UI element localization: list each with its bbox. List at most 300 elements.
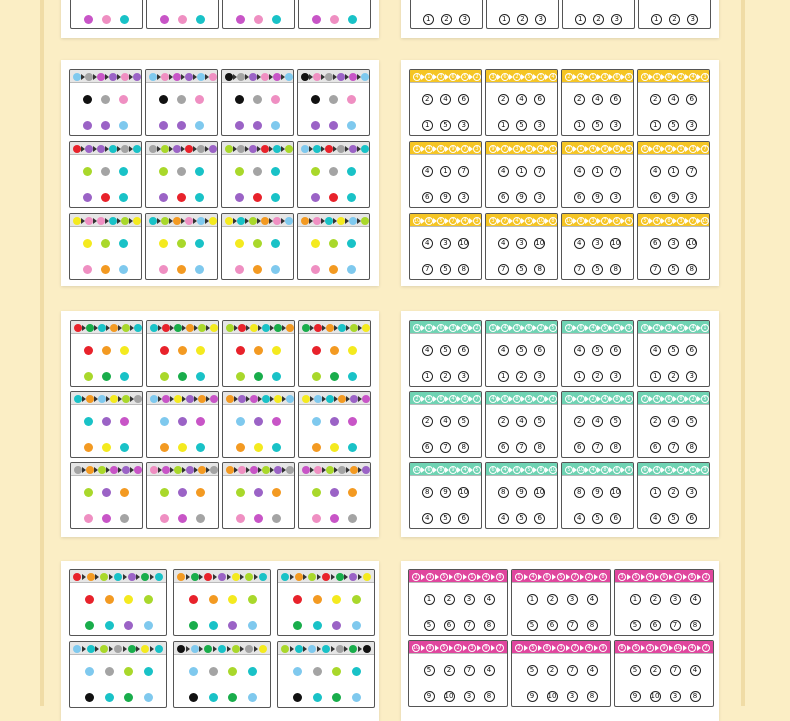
sequence-number: 1: [537, 73, 545, 81]
colour-dot: [332, 595, 341, 604]
number-card: [485, 320, 558, 387]
number-circle: 6: [686, 513, 697, 524]
sequence-strip: [413, 463, 478, 476]
sequence-header: [562, 463, 633, 476]
colour-dot: [228, 693, 237, 702]
arrow-right-icon: [627, 645, 631, 651]
colour-dot: [102, 346, 111, 355]
colour-dot: [253, 239, 262, 248]
number-circle: 9: [516, 487, 527, 498]
sequence-number: 1: [577, 145, 585, 153]
sequence-dot: [262, 466, 270, 474]
sequence-strip: [413, 321, 478, 334]
sequence-header: [223, 321, 294, 334]
number-circle: 3: [687, 14, 698, 25]
number-circle: 1: [650, 371, 661, 382]
sequence-header: [146, 70, 217, 83]
arrow-right-icon: [641, 574, 645, 580]
sequence-number: 4: [537, 145, 545, 153]
number-circle: 6: [458, 513, 469, 524]
colour-dot: [348, 417, 357, 426]
sequence-dot: [302, 395, 310, 403]
colour-dot: [83, 265, 92, 274]
sequence-number: 8: [688, 573, 696, 581]
sequence-strip: [515, 641, 607, 654]
arrow-right-icon: [290, 574, 294, 580]
sequence-strip: [177, 642, 267, 655]
number-circle: 4: [498, 345, 509, 356]
colour-card: [70, 391, 143, 458]
number-circle: 6: [422, 442, 433, 453]
colour-card: [69, 141, 142, 208]
sequence-number: 8: [665, 217, 673, 225]
arrow-right-icon: [136, 646, 140, 652]
sequence-dot: [186, 395, 194, 403]
sequence-number: 8: [426, 644, 434, 652]
sequence-number: 5: [677, 324, 685, 332]
colour-dot: [120, 15, 129, 24]
sequence-header: [298, 70, 369, 83]
number-circle: 6: [610, 513, 621, 524]
sequence-number: 6: [501, 73, 509, 81]
sequence-number: 5: [613, 217, 621, 225]
number-circle: 4: [574, 238, 585, 249]
number-circle: 2: [444, 594, 455, 605]
colour-dot: [189, 595, 198, 604]
sequence-dot: [150, 466, 158, 474]
colour-dot: [120, 514, 129, 523]
sequence-number: 1: [677, 145, 685, 153]
sequence-dot: [349, 573, 357, 581]
number-circle: 4: [587, 594, 598, 605]
colour-dot: [84, 417, 93, 426]
colour-dot: [196, 372, 205, 381]
arrow-right-icon: [240, 574, 244, 580]
colour-dot: [253, 95, 262, 104]
number-circle: 3: [610, 192, 621, 203]
sequence-strip: [73, 642, 163, 655]
number-circle: 1: [650, 487, 661, 498]
sequence-number: 2: [412, 573, 420, 581]
number-circle: 4: [484, 594, 495, 605]
sequence-dot: [326, 466, 334, 474]
colour-dot: [177, 193, 186, 202]
sequence-strip: [302, 321, 367, 334]
colour-dot: [271, 95, 280, 104]
number-circle: 3: [458, 120, 469, 131]
arrow-right-icon: [186, 574, 190, 580]
number-circle: 6: [498, 442, 509, 453]
sequence-strip: [73, 70, 138, 83]
colour-dot: [313, 667, 322, 676]
sequence-strip: [641, 321, 706, 334]
number-circle: 2: [498, 94, 509, 105]
colour-dot: [119, 95, 128, 104]
sequence-dot: [85, 217, 93, 225]
sequence-header: [409, 570, 507, 583]
colour-dot: [102, 417, 111, 426]
colour-dot: [120, 488, 129, 497]
number-circle: 4: [592, 416, 603, 427]
arrow-right-icon: [82, 646, 86, 652]
sequence-dot: [150, 395, 158, 403]
number-circle: 7: [440, 442, 451, 453]
sequence-header: [486, 70, 557, 83]
number-circle: 1: [440, 166, 451, 177]
colour-dot: [248, 595, 257, 604]
number-circle: 5: [440, 345, 451, 356]
number-circle: 4: [690, 594, 701, 605]
colour-dot: [159, 265, 168, 274]
sequence-number: 4: [529, 573, 537, 581]
colour-dot: [102, 443, 111, 452]
number-circle: 3: [534, 120, 545, 131]
sequence-number: 4: [589, 324, 597, 332]
sequence-number: 1: [468, 573, 476, 581]
sequence-number: 6: [437, 324, 445, 332]
arrow-right-icon: [697, 645, 701, 651]
colour-dot: [119, 167, 128, 176]
sequence-dot: [109, 73, 117, 81]
colour-dot: [348, 514, 357, 523]
sequence-number: 3: [449, 324, 457, 332]
number-circle: 3: [686, 120, 697, 131]
colour-dot: [196, 514, 205, 523]
sequence-dot: [210, 324, 218, 332]
sequence-number: 5: [557, 573, 565, 581]
colour-dot: [196, 443, 205, 452]
sequence-dot: [186, 466, 194, 474]
sequence-number: 4: [653, 217, 661, 225]
sequence-strip: [412, 570, 504, 583]
sequence-number: 7: [571, 644, 579, 652]
sequence-header: [486, 463, 557, 476]
number-circle: 1: [575, 14, 586, 25]
colour-dot: [347, 193, 356, 202]
sequence-number: 7: [501, 217, 509, 225]
colour-dot: [209, 621, 218, 630]
colour-dot: [84, 514, 93, 523]
sequence-header: [615, 641, 713, 654]
sequence-header: [638, 321, 709, 334]
colour-dot: [312, 488, 321, 497]
sequence-dot: [261, 217, 269, 225]
sequence-header: [562, 392, 633, 405]
sequence-number: 4: [577, 73, 585, 81]
sequence-dot: [121, 145, 129, 153]
colour-card: [69, 69, 142, 136]
colour-dot: [84, 488, 93, 497]
number-circle: 2: [498, 416, 509, 427]
colour-dot: [124, 693, 133, 702]
colour-dot: [248, 667, 257, 676]
sequence-dot: [286, 466, 294, 474]
sequence-dot: [302, 466, 310, 474]
number-card: [561, 320, 634, 387]
sequence-number: 7: [565, 145, 573, 153]
sequence-dot: [100, 645, 108, 653]
number-circle: 1: [574, 120, 585, 131]
sequence-dot: [285, 145, 293, 153]
colour-dot: [329, 239, 338, 248]
arrow-right-icon: [317, 574, 321, 580]
number-card: [485, 462, 558, 529]
number-circle: 2: [650, 416, 661, 427]
number-circle: 1: [630, 594, 641, 605]
sequence-dot: [122, 466, 130, 474]
colour-dot: [329, 193, 338, 202]
colour-dot: [120, 417, 129, 426]
colour-card: [298, 0, 371, 29]
colour-card: [70, 0, 143, 29]
number-card: [561, 462, 634, 529]
sequence-header: [410, 463, 481, 476]
number-circle: 6: [547, 620, 558, 631]
sequence-dot: [313, 73, 321, 81]
arrow-right-icon: [641, 645, 645, 651]
sequence-number: 2: [702, 573, 710, 581]
colour-dot: [254, 488, 263, 497]
number-card: [561, 391, 634, 458]
colour-dot: [253, 193, 262, 202]
number-circle: 2: [593, 14, 604, 25]
arrow-right-icon: [317, 646, 321, 652]
sequence-header: [638, 214, 709, 227]
sequence-dot: [314, 395, 322, 403]
number-circle: 8: [587, 691, 598, 702]
number-circle: 8: [610, 442, 621, 453]
sequence-header: [147, 321, 218, 334]
colour-dot: [311, 167, 320, 176]
colour-dot: [348, 488, 357, 497]
sequence-header: [146, 142, 217, 155]
number-circle: 6: [534, 345, 545, 356]
number-circle: 4: [516, 94, 527, 105]
arrow-right-icon: [331, 574, 335, 580]
sequence-strip: [74, 463, 139, 476]
number-circle: 9: [424, 691, 435, 702]
sequence-dot: [325, 73, 333, 81]
sequence-number: 2: [585, 573, 593, 581]
number-circle: 9: [440, 487, 451, 498]
sequence-strip: [565, 392, 630, 405]
colour-card: [297, 141, 370, 208]
colour-dot: [195, 95, 204, 104]
colour-dot: [189, 621, 198, 630]
sequence-number: 6: [641, 145, 649, 153]
number-circle: 4: [498, 238, 509, 249]
sequence-number: 4: [689, 73, 697, 81]
sequence-number: 5: [525, 395, 533, 403]
colour-dot: [348, 346, 357, 355]
colour-dot: [348, 15, 357, 24]
sequence-strip: [149, 214, 214, 227]
number-circle: 4: [690, 665, 701, 676]
colour-dot: [160, 417, 169, 426]
sequence-number: 2: [413, 395, 421, 403]
colour-dot: [248, 621, 257, 630]
number-circle: 6: [610, 94, 621, 105]
sequence-number: 3: [677, 217, 685, 225]
colour-dot: [329, 121, 338, 130]
sequence-number: 3: [489, 73, 497, 81]
arrow-right-icon: [199, 574, 203, 580]
sequence-dot: [73, 73, 81, 81]
number-circle: 1: [422, 371, 433, 382]
number-circle: 6: [610, 345, 621, 356]
sequence-number: 2: [689, 395, 697, 403]
colour-dot: [120, 372, 129, 381]
sequence-number: 2: [549, 395, 557, 403]
number-circle: 7: [650, 264, 661, 275]
number-circle: 4: [440, 94, 451, 105]
sequence-number: 4: [413, 324, 421, 332]
colour-card: [298, 391, 371, 458]
number-circle: 3: [464, 594, 475, 605]
colour-dot: [235, 239, 244, 248]
number-circle: 10: [459, 238, 469, 247]
number-card: [637, 462, 710, 529]
sequence-header: [146, 214, 217, 227]
sequence-header: [278, 570, 374, 583]
number-circle: 5: [440, 264, 451, 275]
number-circle: 2: [517, 14, 528, 25]
colour-card: [146, 0, 219, 29]
sequence-dot: [73, 217, 81, 225]
arrow-right-icon: [254, 646, 258, 652]
sequence-dot: [133, 73, 141, 81]
number-circle: 7: [567, 620, 578, 631]
sequence-number: 4: [653, 395, 661, 403]
sequence-strip: [489, 214, 554, 227]
colour-dot: [228, 621, 237, 630]
number-circle: 8: [422, 487, 433, 498]
sequence-number: 6: [641, 324, 649, 332]
sequence-dot: [161, 217, 169, 225]
sequence-dot: [161, 73, 169, 81]
sequence-header: [615, 570, 713, 583]
sequence-number: 5: [701, 395, 709, 403]
sequence-dot: [150, 324, 158, 332]
sequence-header: [410, 321, 481, 334]
colour-dot: [178, 488, 187, 497]
sequence-number: 9: [625, 466, 633, 474]
colour-dot: [196, 346, 205, 355]
sequence-strip: [413, 392, 478, 405]
colour-dot: [189, 693, 198, 702]
number-circle: 7: [516, 442, 527, 453]
colour-dot: [83, 193, 92, 202]
sequence-number: 6: [437, 145, 445, 153]
colour-card: [69, 641, 167, 708]
arrow-right-icon: [594, 574, 598, 580]
number-circle: 8: [458, 264, 469, 275]
sequence-dot: [225, 217, 233, 225]
number-card: [408, 569, 508, 636]
arrow-right-icon: [331, 646, 335, 652]
arrow-right-icon: [538, 574, 542, 580]
colour-card: [277, 641, 375, 708]
sequence-header: [222, 142, 293, 155]
sequence-dot: [337, 145, 345, 153]
colour-dot: [235, 121, 244, 130]
number-circle: 7: [567, 665, 578, 676]
sequence-dot: [349, 73, 357, 81]
colour-dot: [119, 193, 128, 202]
sequence-number: 3: [557, 644, 565, 652]
sequence-dot: [249, 217, 257, 225]
sequence-number: 9: [482, 644, 490, 652]
sequence-number: 4: [513, 217, 521, 225]
colour-dot: [271, 239, 280, 248]
sequence-dot: [362, 466, 370, 474]
sequence-number: 5: [641, 217, 649, 225]
colour-card: [145, 69, 218, 136]
colour-dot: [311, 193, 320, 202]
number-circle: 10: [611, 487, 621, 496]
arrow-right-icon: [566, 574, 570, 580]
number-circle: 1: [527, 594, 538, 605]
sequence-number: 6: [425, 466, 433, 474]
sequence-number: 1: [653, 73, 661, 81]
sequence-number: 8: [613, 395, 621, 403]
number-circle: 3: [610, 120, 621, 131]
number-circle: 10: [535, 487, 545, 496]
sequence-strip: [641, 142, 706, 155]
number-card: [409, 141, 482, 208]
sequence-header: [70, 642, 166, 655]
sequence-strip: [150, 392, 215, 405]
colour-dot: [119, 239, 128, 248]
sequence-number: 8: [549, 217, 557, 225]
sequence-number: 1: [425, 73, 433, 81]
colour-dot: [253, 167, 262, 176]
colour-dot: [159, 167, 168, 176]
number-card: [637, 213, 710, 280]
number-circle: 5: [424, 620, 435, 631]
arrow-right-icon: [669, 645, 673, 651]
number-circle: 7: [458, 166, 469, 177]
sequence-number: 5: [565, 466, 573, 474]
sequence-header: [299, 392, 370, 405]
number-circle: 5: [630, 665, 641, 676]
sequence-number: 10: [702, 217, 709, 224]
sequence-number: 5: [525, 217, 533, 225]
sequence-dot: [204, 645, 212, 653]
sequence-header: [71, 463, 142, 476]
number-circle: 7: [534, 166, 545, 177]
colour-dot: [195, 239, 204, 248]
sequence-dot: [301, 145, 309, 153]
colour-card: [145, 141, 218, 208]
colour-dot: [209, 667, 218, 676]
sequence-number: 2: [473, 73, 481, 81]
colour-dot: [312, 443, 321, 452]
number-circle: 2: [650, 94, 661, 105]
colour-dot: [101, 121, 110, 130]
colour-dot: [271, 265, 280, 274]
sequence-header: [638, 70, 709, 83]
sequence-dot: [210, 466, 218, 474]
colour-dot: [311, 265, 320, 274]
sequence-dot: [313, 145, 321, 153]
number-circle: 2: [668, 487, 679, 498]
sequence-number: 6: [665, 395, 673, 403]
sequence-number: 5: [601, 324, 609, 332]
colour-dot: [271, 121, 280, 130]
colour-dot: [332, 667, 341, 676]
arrow-right-icon: [150, 646, 154, 652]
